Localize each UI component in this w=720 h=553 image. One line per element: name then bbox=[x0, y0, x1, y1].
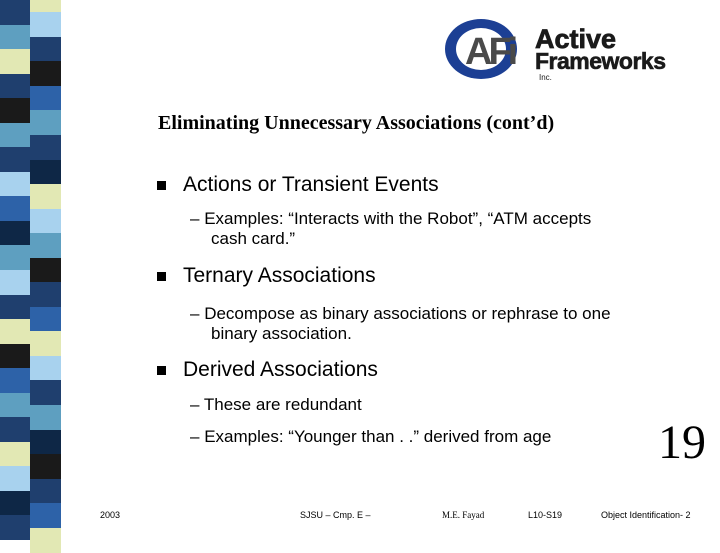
logo-word-active: Active bbox=[535, 24, 617, 54]
stripe-block bbox=[30, 331, 61, 356]
stripe-block bbox=[0, 123, 30, 148]
stripe-block bbox=[30, 160, 61, 185]
stripe-block bbox=[30, 184, 61, 209]
stripe-block bbox=[0, 25, 30, 50]
footer-topic: Object Identification- 2 bbox=[601, 510, 691, 520]
bullet-text: Actions or Transient Events bbox=[183, 173, 439, 196]
sub-bullet-text: Decompose as binary associations or rephrase to one binary association. bbox=[204, 304, 611, 343]
stripe-block bbox=[30, 86, 61, 111]
stripe-block bbox=[0, 491, 30, 516]
bullet-text: Derived Associations bbox=[183, 358, 378, 381]
sub-bullet-text: Examples: “Younger than . .” derived from age bbox=[204, 427, 552, 446]
stripe-block bbox=[0, 0, 30, 25]
sub-bullet-dash: – bbox=[190, 209, 200, 228]
stripe-block bbox=[30, 209, 61, 234]
sub-bullet-text: These are redundant bbox=[203, 395, 362, 414]
stripe-block bbox=[0, 515, 30, 540]
stripe-block bbox=[0, 245, 30, 270]
stripe-block bbox=[0, 196, 30, 221]
sub-bullet-dash: – bbox=[190, 427, 200, 446]
active-frameworks-logo bbox=[443, 14, 698, 84]
stripe-block bbox=[30, 135, 61, 160]
sub-bullet bbox=[190, 209, 620, 249]
stripe-block bbox=[0, 49, 30, 74]
stripe-block bbox=[30, 479, 61, 504]
logo-suffix: Inc. bbox=[539, 73, 552, 82]
page-number: 19 bbox=[658, 416, 706, 469]
stripe-block bbox=[30, 380, 61, 405]
stripe-block bbox=[0, 393, 30, 418]
stripe-block bbox=[30, 110, 61, 135]
stripe-block bbox=[0, 442, 30, 467]
stripe-block bbox=[0, 147, 30, 172]
bullet-square bbox=[157, 272, 166, 281]
sub-bullet bbox=[190, 304, 645, 344]
footer-year: 2003 bbox=[100, 510, 121, 520]
stripe-block bbox=[0, 368, 30, 393]
stripe-block bbox=[0, 319, 30, 344]
stripe-block bbox=[0, 295, 30, 320]
sub-bullet bbox=[190, 427, 551, 447]
bullet-square bbox=[157, 181, 166, 190]
stripe-block bbox=[30, 356, 61, 381]
sub-bullet-text: Examples: “Interacts with the Robot”, “ATM accepts cash card.” bbox=[204, 209, 592, 248]
stripe-block bbox=[30, 454, 61, 479]
sub-bullet-dash: – bbox=[190, 395, 200, 414]
stripe-block bbox=[30, 12, 61, 37]
stripe-block bbox=[0, 74, 30, 99]
sub-bullet bbox=[190, 395, 362, 415]
stripe-block bbox=[30, 233, 61, 258]
bullet-square bbox=[157, 366, 166, 375]
stripe-block bbox=[0, 344, 30, 369]
stripe-block bbox=[30, 282, 61, 307]
stripe-block bbox=[30, 430, 61, 455]
footer-lecture: L10-S19 bbox=[528, 510, 563, 520]
stripe-block bbox=[30, 258, 61, 283]
stripe-block bbox=[30, 405, 61, 430]
stripe-block bbox=[30, 61, 61, 86]
footer-author: M.E. Fayad bbox=[442, 510, 485, 520]
sub-bullet-dash: – bbox=[190, 304, 200, 323]
stripe-block bbox=[30, 307, 61, 332]
stripe-block bbox=[30, 0, 61, 12]
stripe-block bbox=[30, 37, 61, 62]
stripe-block bbox=[0, 172, 30, 197]
stripe-block bbox=[0, 98, 30, 123]
stripe-block bbox=[30, 503, 61, 528]
logo-word-frameworks: Frameworks bbox=[535, 48, 666, 74]
stripe-block bbox=[30, 528, 61, 553]
stripe-block bbox=[0, 466, 30, 491]
logo-mark: AFi bbox=[465, 31, 515, 73]
stripe-block bbox=[0, 270, 30, 295]
decorative-stripes bbox=[0, 0, 61, 540]
bullet-text: Ternary Associations bbox=[183, 264, 376, 287]
stripe-block bbox=[0, 417, 30, 442]
stripe-block bbox=[0, 221, 30, 246]
slide-title: Eliminating Unnecessary Associations (cont’d) bbox=[158, 112, 555, 134]
footer-course: SJSU – Cmp. E – bbox=[300, 510, 371, 520]
